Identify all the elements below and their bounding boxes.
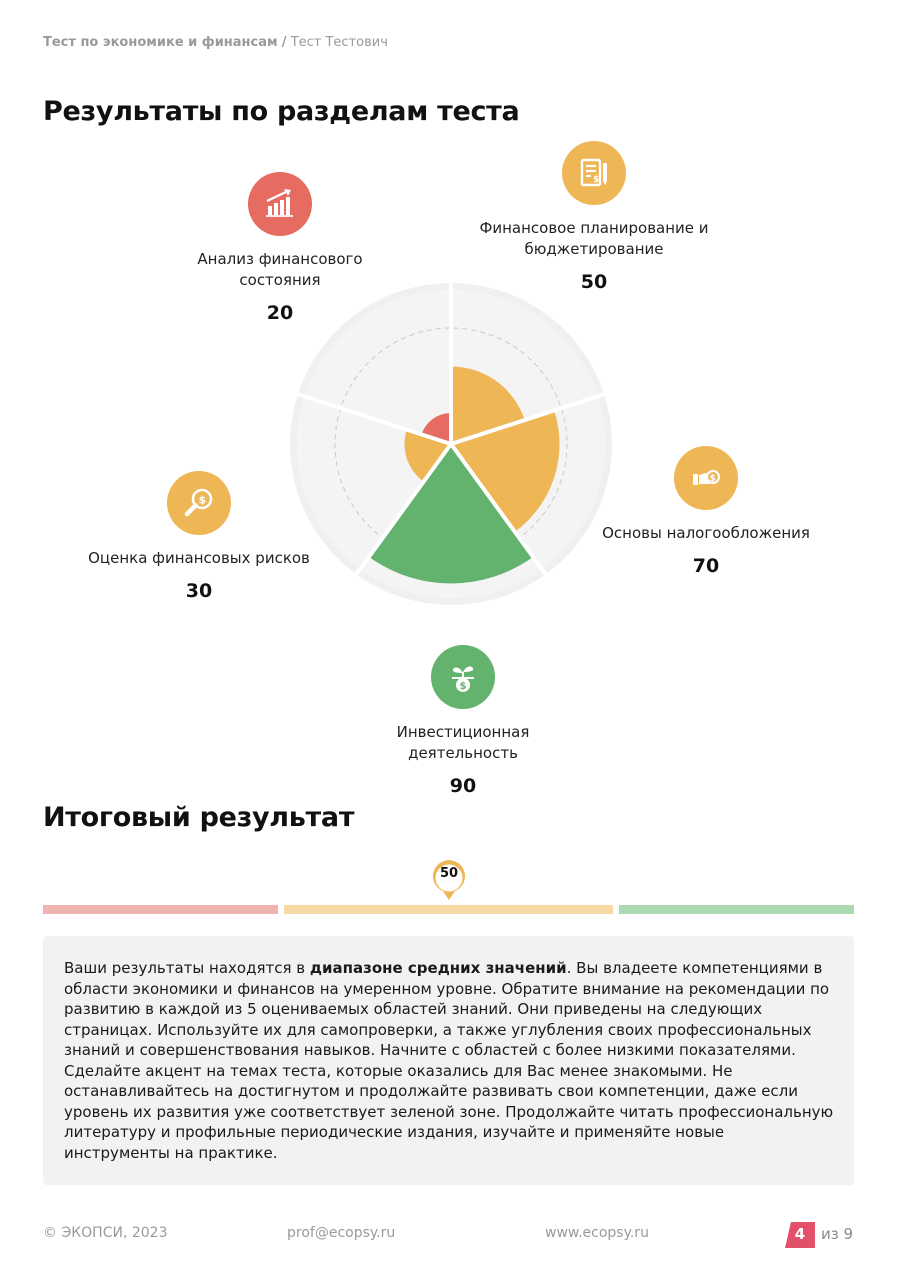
section-financial-planning (474, 141, 714, 293)
section-score: 20 (266, 302, 294, 324)
sections-title: Результаты по разделам теста (43, 96, 520, 127)
summary-highlight: диапазоне средних значений (309, 959, 567, 977)
summary-prefix: Ваши результаты находятся в (64, 959, 310, 977)
section-score: 90 (449, 775, 477, 797)
section-taxation (586, 446, 826, 577)
magnifier-coin-icon (167, 471, 231, 535)
svg-text:$: $ (709, 474, 716, 484)
section-risk-assessment (79, 471, 319, 602)
document-budget-icon (562, 141, 626, 205)
svg-text:$: $ (459, 681, 467, 692)
svg-text:$: $ (593, 175, 600, 185)
copyright: © ЭКОПСИ, 2023 (43, 1225, 168, 1241)
page-number: 4 (794, 1225, 806, 1243)
summary-body: . Вы владеете компетенциями в области экономики и финансов на умеренном уровне. Обратите внимание на рекомендации по развитию в каждой из 5 оцениваемых областей знаний. Они приведены на следующих страницах. Используйте их для самопроверки, а также углубления своих профессиональных знаний и совершенствования навыков. Начните с областей с более низкими показателями. Сделайте акцент на темах теста, которые оказались для Вас менее знакомыми. Не останавливайтесь на достигнутом и продолжайте развивать свои компетенции, даже если уровень их развития уже соответствует зеленой зоне. Продолжайте читать профессиональную литературу и профильные периодические издания, изучайте и применяйте новые инструменты на практике. (64, 959, 834, 1162)
section-score: 30 (185, 580, 213, 602)
section-investment (343, 645, 583, 797)
total-title: Итоговый результат (43, 802, 355, 833)
person-name: Тест Тестович (290, 35, 388, 50)
section-name: Анализ финансового состояния (197, 250, 363, 289)
svg-text:$: $ (198, 493, 207, 507)
section-name: Инвестиционная деятельность (396, 723, 530, 762)
section-name: Основы налогообложения (602, 524, 810, 542)
section-name: Финансовое планирование и бюджетирование (479, 219, 709, 258)
website-link[interactable]: www.ecopsy.ru (545, 1225, 649, 1241)
sprout-coin-icon (431, 645, 495, 709)
section-score: 70 (692, 555, 720, 577)
hand-coin-icon (674, 446, 738, 510)
section-name: Оценка финансовых рисков (88, 549, 310, 567)
growth-chart-icon (248, 172, 312, 236)
test-name: Тест по экономике и финансам (43, 35, 278, 50)
email-link[interactable]: prof@ecopsy.ru (287, 1225, 396, 1241)
section-score: 50 (580, 271, 608, 293)
page-total: из 9 (821, 1225, 854, 1243)
summary-text (43, 936, 854, 1185)
scale-zone-low (43, 905, 278, 914)
scale-zone-medium (284, 905, 613, 914)
section-financial-analysis (160, 172, 400, 324)
scale-zone-high (619, 905, 854, 914)
breadcrumb-separator: / (281, 35, 287, 50)
total-score: 50 (439, 866, 459, 881)
